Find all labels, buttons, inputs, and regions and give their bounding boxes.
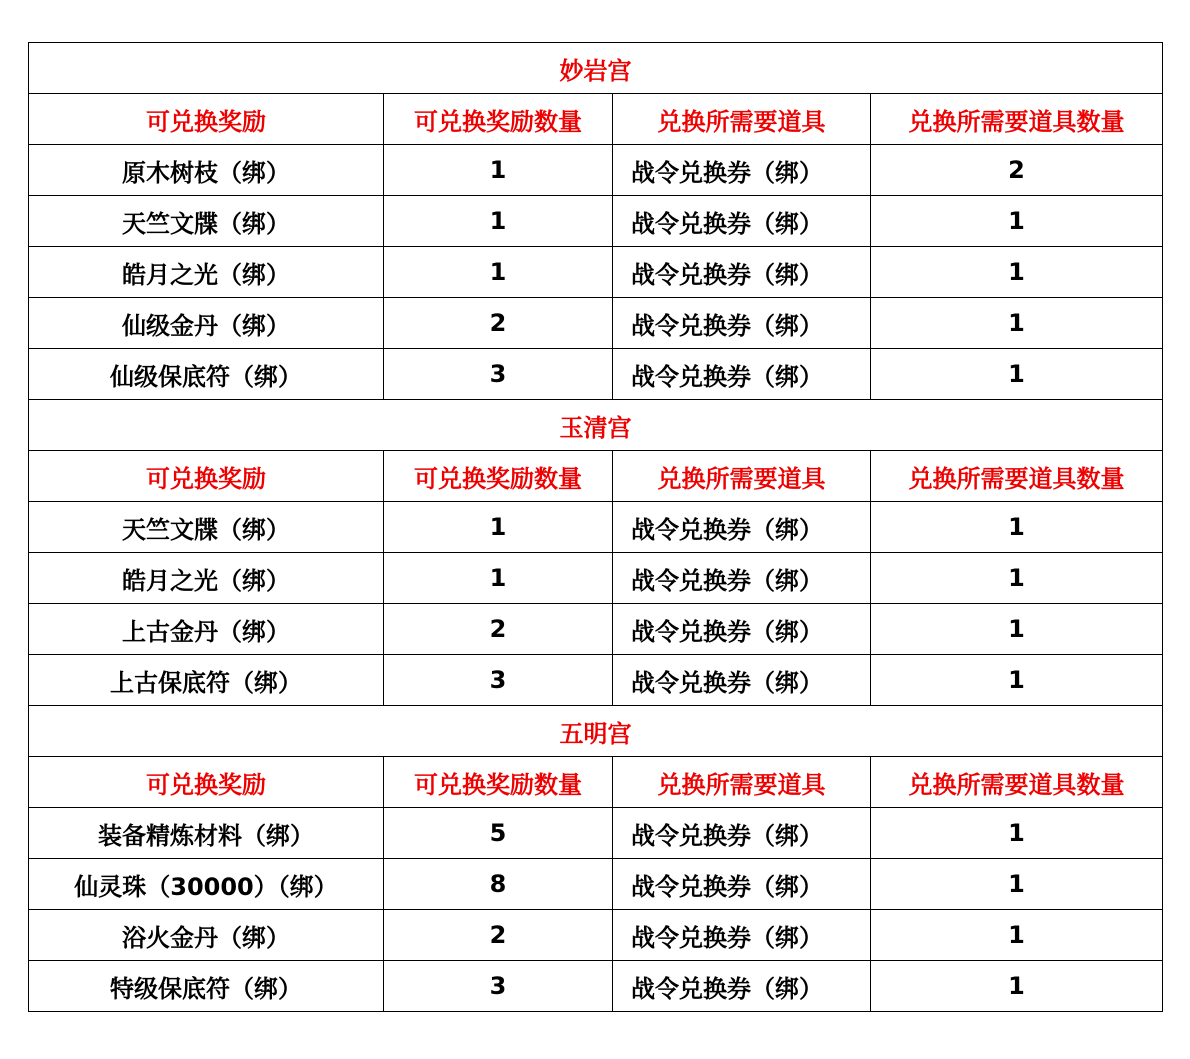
section-title: 玉清宫 <box>29 400 1163 451</box>
reward-qty-cell: 1 <box>384 502 613 553</box>
required-item-cell: 战令兑换券（绑） <box>613 298 871 349</box>
reward-cell: 原木树枝（绑） <box>29 145 384 196</box>
reward-qty-cell: 1 <box>384 247 613 298</box>
header-required-item: 兑换所需要道具 <box>613 451 871 502</box>
required-qty-cell: 1 <box>871 553 1163 604</box>
header-row <box>29 94 1163 145</box>
header-row <box>29 451 1163 502</box>
reward-cell: 皓月之光（绑） <box>29 247 384 298</box>
header-required-qty: 兑换所需要道具数量 <box>871 451 1163 502</box>
reward-cell: 天竺文牒（绑） <box>29 196 384 247</box>
reward-cell: 上古保底符（绑） <box>29 655 384 706</box>
reward-cell: 天竺文牒（绑） <box>29 502 384 553</box>
table-row <box>29 859 1163 910</box>
header-reward-qty: 可兑换奖励数量 <box>384 94 613 145</box>
reward-qty-cell: 2 <box>384 910 613 961</box>
required-item-cell: 战令兑换券（绑） <box>613 247 871 298</box>
section-title: 五明宫 <box>29 706 1163 757</box>
reward-cell: 仙级保底符（绑） <box>29 349 384 400</box>
table-row <box>29 910 1163 961</box>
reward-qty-cell: 3 <box>384 349 613 400</box>
reward-qty-cell: 5 <box>384 808 613 859</box>
reward-qty-cell: 1 <box>384 196 613 247</box>
required-item-cell: 战令兑换券（绑） <box>613 961 871 1012</box>
required-item-cell: 战令兑换券（绑） <box>613 910 871 961</box>
table-row <box>29 196 1163 247</box>
reward-cell: 仙级金丹（绑） <box>29 298 384 349</box>
required-qty-cell: 1 <box>871 655 1163 706</box>
required-item-cell: 战令兑换券（绑） <box>613 808 871 859</box>
required-item-cell: 战令兑换券（绑） <box>613 604 871 655</box>
required-qty-cell: 1 <box>871 502 1163 553</box>
header-reward-qty: 可兑换奖励数量 <box>384 757 613 808</box>
reward-cell: 仙灵珠（30000）（绑） <box>29 859 384 910</box>
required-qty-cell: 1 <box>871 859 1163 910</box>
required-qty-cell: 1 <box>871 910 1163 961</box>
reward-cell: 浴火金丹（绑） <box>29 910 384 961</box>
section-title-row <box>29 706 1163 757</box>
table-row <box>29 553 1163 604</box>
table-row <box>29 349 1163 400</box>
reward-cell: 上古金丹（绑） <box>29 604 384 655</box>
required-qty-cell: 1 <box>871 604 1163 655</box>
table-body <box>29 43 1163 1012</box>
table-row <box>29 145 1163 196</box>
reward-qty-cell: 2 <box>384 298 613 349</box>
required-qty-cell: 1 <box>871 196 1163 247</box>
reward-cell: 装备精炼材料（绑） <box>29 808 384 859</box>
reward-qty-cell: 2 <box>384 604 613 655</box>
reward-cell: 皓月之光（绑） <box>29 553 384 604</box>
section-title-row <box>29 43 1163 94</box>
section-title-row <box>29 400 1163 451</box>
required-qty-cell: 1 <box>871 298 1163 349</box>
section-title: 妙岩宫 <box>29 43 1163 94</box>
required-qty-cell: 1 <box>871 808 1163 859</box>
header-reward-qty: 可兑换奖励数量 <box>384 451 613 502</box>
required-item-cell: 战令兑换券（绑） <box>613 145 871 196</box>
table-row <box>29 961 1163 1012</box>
header-reward: 可兑换奖励 <box>29 757 384 808</box>
header-required-item: 兑换所需要道具 <box>613 757 871 808</box>
header-required-qty: 兑换所需要道具数量 <box>871 757 1163 808</box>
header-required-qty: 兑换所需要道具数量 <box>871 94 1163 145</box>
table-row <box>29 655 1163 706</box>
required-qty-cell: 1 <box>871 247 1163 298</box>
table-row <box>29 808 1163 859</box>
required-item-cell: 战令兑换券（绑） <box>613 859 871 910</box>
table-row <box>29 502 1163 553</box>
required-item-cell: 战令兑换券（绑） <box>613 196 871 247</box>
reward-qty-cell: 1 <box>384 553 613 604</box>
required-item-cell: 战令兑换券（绑） <box>613 349 871 400</box>
reward-cell: 特级保底符（绑） <box>29 961 384 1012</box>
required-qty-cell: 2 <box>871 145 1163 196</box>
header-required-item: 兑换所需要道具 <box>613 94 871 145</box>
required-item-cell: 战令兑换券（绑） <box>613 553 871 604</box>
reward-qty-cell: 3 <box>384 655 613 706</box>
table-row <box>29 298 1163 349</box>
header-row <box>29 757 1163 808</box>
reward-qty-cell: 1 <box>384 145 613 196</box>
required-item-cell: 战令兑换券（绑） <box>613 502 871 553</box>
required-item-cell: 战令兑换券（绑） <box>613 655 871 706</box>
reward-qty-cell: 8 <box>384 859 613 910</box>
required-qty-cell: 1 <box>871 961 1163 1012</box>
header-reward: 可兑换奖励 <box>29 451 384 502</box>
reward-qty-cell: 3 <box>384 961 613 1012</box>
header-reward: 可兑换奖励 <box>29 94 384 145</box>
reward-exchange-table <box>28 42 1163 1012</box>
table-row <box>29 604 1163 655</box>
table-row <box>29 247 1163 298</box>
required-qty-cell: 1 <box>871 349 1163 400</box>
